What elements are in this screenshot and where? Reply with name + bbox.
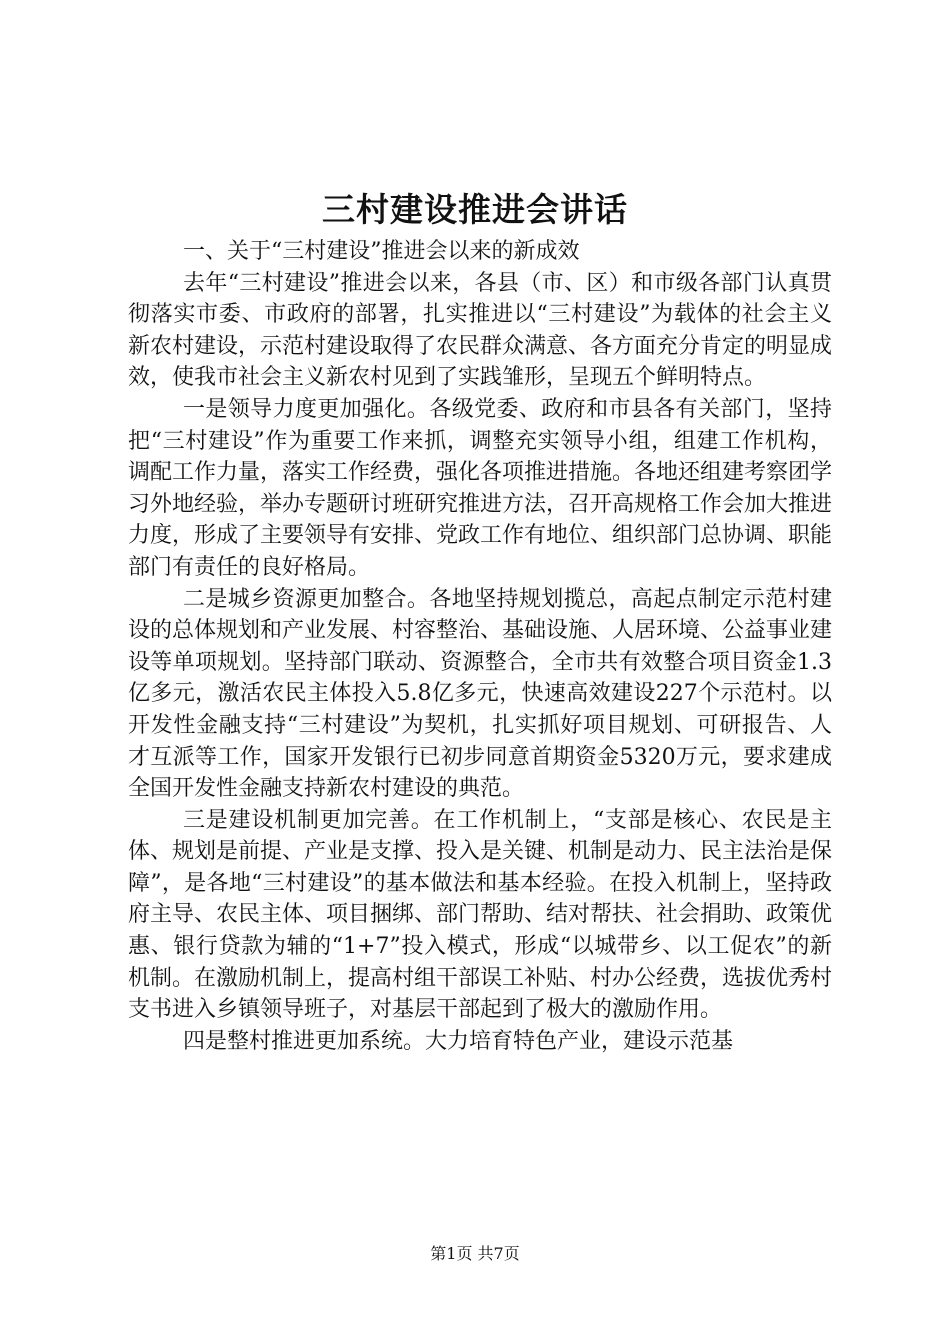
paragraph: 四是整村推进更加系统。大力培育特色产业，建设示范基 <box>183 1028 734 1054</box>
paragraph: 一是领导力度更加强化。各级党委、政府和市县各有关部门，坚持把“三村建设”作为重要工作来抓，调整充实领导小组，组建工作机构，调配工作力量，落实工作经费，强化各项推进措施。各地还组建考察团学习外地经验，举办专题研讨班研究推进方法，召开高规格工作会加大推进力度，形成了主要领导有安排、党政工作有地位、组织部门总协调、职能部门有责任的良好格局。 <box>128 396 833 580</box>
section-heading: 一、关于“三村建设”推进会以来的新成效 <box>183 239 580 264</box>
paragraph: 去年“三村建设”推进会以来，各县（市、区）和市级各部门认真贯彻落实市委、市政府的部署，扎实推进以“三村建设”为载体的社会主义新农村建设，示范村建设取得了农民群众满意、各方面充分肯定的明显成效，使我市社会主义新农村见到了实践雏形，呈现五个鲜明特点。 <box>128 270 833 391</box>
document-title: 三村建设推进会讲话 <box>322 190 628 229</box>
document-body <box>128 236 832 1057</box>
paragraph: 二是城乡资源更加整合。各地坚持规划揽总，高起点制定示范村建设的总体规划和产业发展、村容整治、基础设施、人居环境、公益事业建设等单项规划。坚持部门联动、资源整合，全市共有效整合项目资金1.3亿多元，激活农民主体投入5.8亿多元，快速高效建设227个示范村。以开发性金融支持“三村建设”为契机，扎实抓好项目规划、可研报告、人才互派等工作，国家开发银行已初步同意首期资金5320万元，要求建成全国开发性金融支持新农村建设的典范。 <box>128 586 833 802</box>
paragraph: 三是建设机制更加完善。在工作机制上，“支部是核心、农民是主体、规划是前提、产业是支撑、投入是关键、机制是动力、民主法治是保障”，是各地“三村建设”的基本做法和基本经验。在投入机制上，坚持政府主导、农民主体、项目捆绑、部门帮助、结对帮扶、社会捐助、政策优惠、银行贷款为辅的“1+7”投入模式，形成“以城带乡、以工促农”的新机制。在激励机制上，提高村组干部误工补贴、村办公经费，选拔优秀村支书进入乡镇领导班子，对基层干部起到了极大的激励作用。 <box>128 807 833 1023</box>
page-number-footer: 第1页 共7页 <box>430 1244 520 1263</box>
